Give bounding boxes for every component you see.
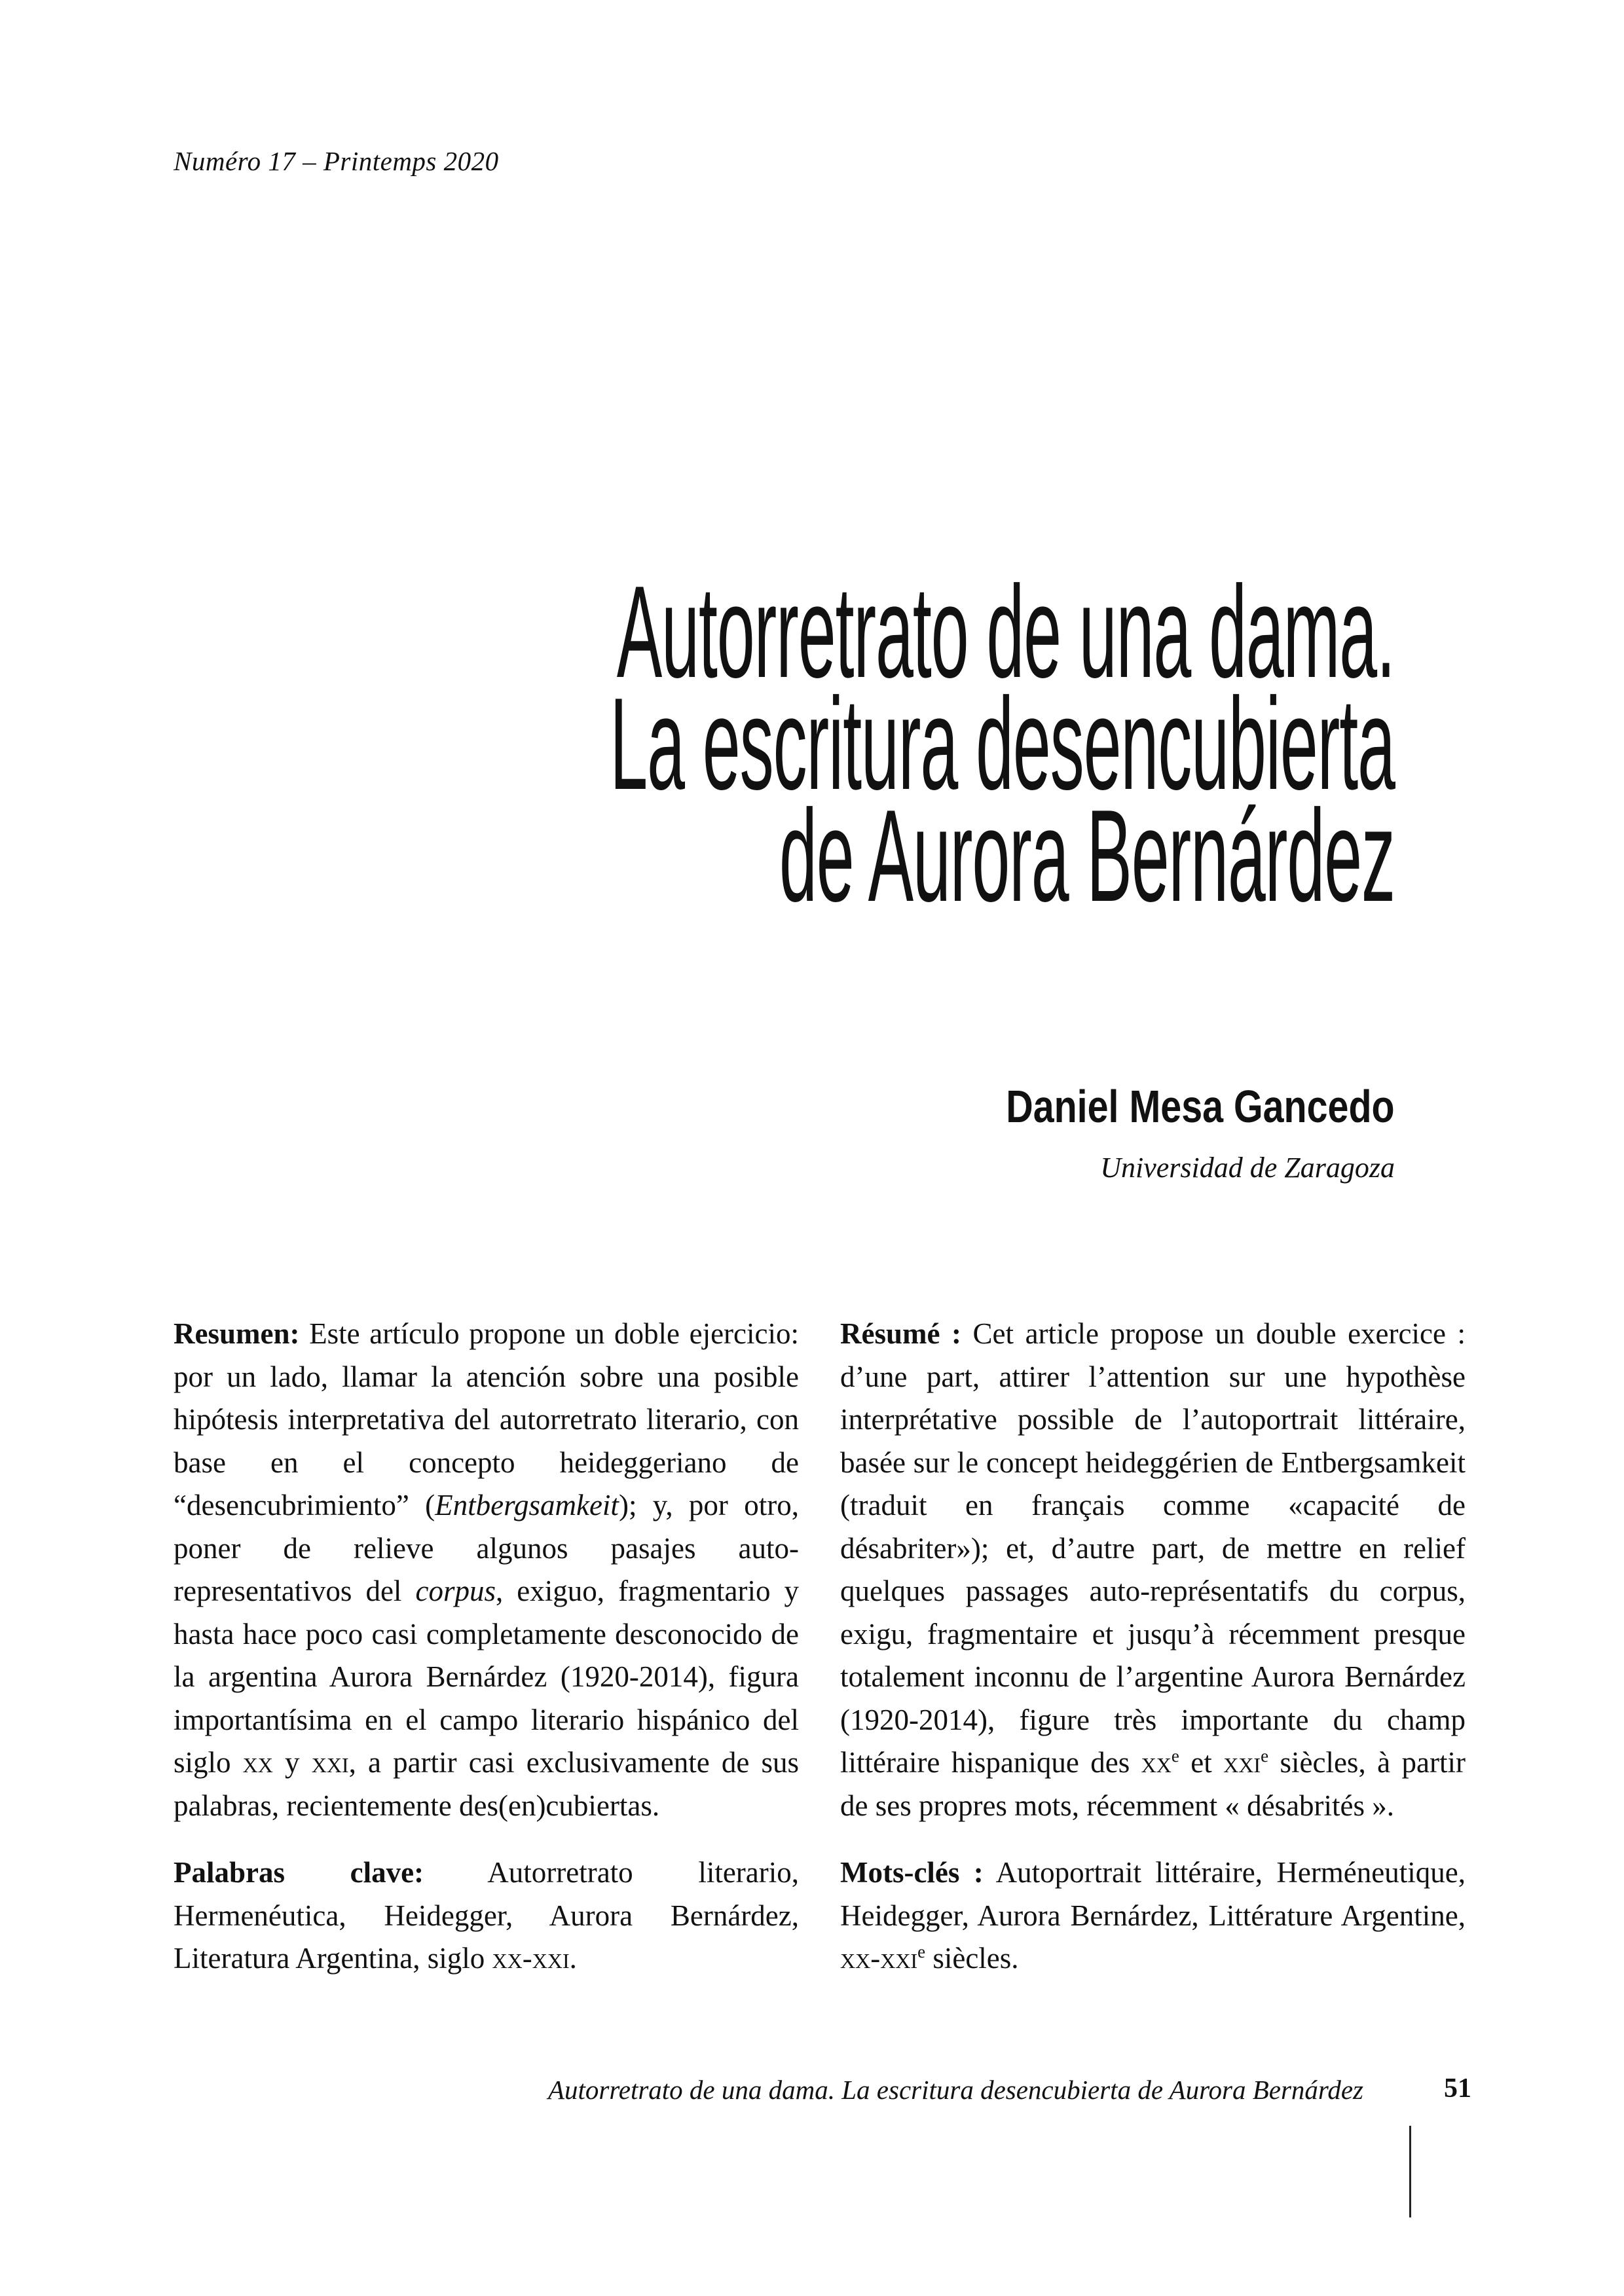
abstract-fr-label: Résumé : (840, 1317, 961, 1350)
footer-divider (1409, 2126, 1411, 2217)
title-line-1: Autorretrato de una dama. (616, 559, 1395, 705)
abstract-fr-text: et (1179, 1746, 1224, 1779)
title-line-2: La escritura desencubierta (610, 671, 1395, 817)
footer-running-title: Autorretrato de una dama. La escritura desencubierta de Aurora Bernárdez (547, 2075, 1363, 2105)
century-numeral: xx-xxi (492, 1942, 570, 1975)
abstract-fr (840, 1313, 1466, 1827)
keywords-es-text: . (569, 1942, 577, 1975)
abstract-es (174, 1313, 799, 1827)
century-numeral: xx (1141, 1746, 1172, 1779)
century-numeral: xx (242, 1746, 273, 1779)
keywords-es (174, 1851, 799, 1980)
abstract-es-text: Este artículo propone un doble ejercicio: por un lado, llamar la atención sobre una posible hipótesis interpretativa del autorretrato literario, con base en el concepto heideggeriano de “desencubrimiento” ( (174, 1317, 799, 1522)
ordinal-superscript: e (1171, 1746, 1179, 1766)
running-head: Numéro 17 – Printemps 2020 (174, 146, 499, 176)
keywords-fr-text: siècles. (925, 1942, 1019, 1975)
century-numeral: xxi (311, 1746, 349, 1779)
title-line-3: de Aurora Bernárdez (779, 783, 1395, 929)
ordinal-superscript: e (917, 1942, 926, 1961)
century-numeral: xx-xxi (840, 1942, 918, 1975)
ordinal-superscript: e (1261, 1746, 1269, 1766)
page-number: 51 (1444, 2073, 1471, 2104)
author-name: Daniel Mesa Gancedo (1006, 1081, 1395, 1132)
abstract-fr-text: siècles, à partir de ses propres mots, récemment « désabrités ». (840, 1746, 1466, 1822)
abstract-es-text: , exiguo, fragmentario y hasta hace poco casi completamente desconocido de la argentina Aurora Bernárdez (1920-2014), figura importantísima en el campo literario hispánico del siglo (174, 1575, 800, 1779)
keywords-es-label: Palabras clave: (174, 1856, 424, 1889)
abstract-es-text: ); y, por otro, poner de relieve algunos pasajes auto-representativos del (174, 1489, 799, 1607)
abstract-es-italic: Entbergsamkeit (435, 1489, 619, 1522)
abstract-es-label: Resumen: (174, 1317, 300, 1350)
article-title (0, 559, 1395, 929)
abstract-es-text: , a partir casi exclusivamente de sus palabras, recientemente des(en)cubiertas. (174, 1746, 799, 1822)
spanish-abstract-column (174, 1313, 799, 1980)
french-abstract-column (840, 1313, 1466, 1980)
keywords-fr-label: Mots-clés : (840, 1856, 984, 1889)
keywords-fr (840, 1851, 1466, 1980)
abstract-es-text: y (272, 1746, 312, 1779)
abstract-fr-text: Cet article propose un double exercice : d’une part, attirer l’attention sur une hypothèse interprétative possible de l’autoportrait littéraire, basée sur le concept heideggérien de Entbergsamkeit (traduit en français comme «capacité de désabriter»); et, d’autre part, de mettre en relief quelques passages auto-représentatifs du corpus, exigu, fragmentaire et jusqu’à récemment presque totalement inconnu de l’argentine Aurora Bernárdez (1920-2014), figure très importante du champ littéraire hispanique des (840, 1317, 1466, 1779)
abstract-es-italic: corpus (415, 1575, 496, 1607)
keywords-fr-text: Autoportrait littéraire, Herméneutique, Heidegger, Aurora Bernárdez, Littérature Argentine, (840, 1856, 1466, 1932)
author-affiliation: Universidad de Zaragoza (1100, 1152, 1395, 1184)
century-numeral: xxi (1223, 1746, 1261, 1779)
keywords-es-text: Autorretrato literario, Hermenéutica, Heidegger, Aurora Bernárdez, Literatura Argentina, siglo (174, 1856, 799, 1975)
